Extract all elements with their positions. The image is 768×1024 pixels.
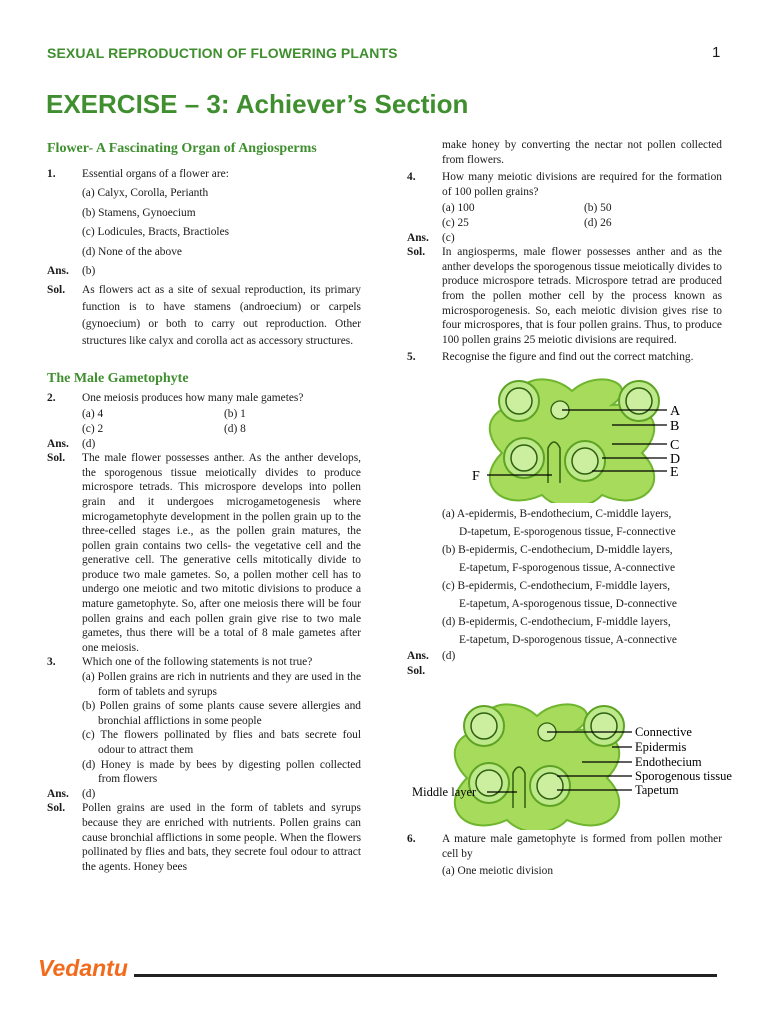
answer [47, 787, 361, 802]
solution-text: The male flower possesses anther. As the anther develops, the sporogenous tissue meiotically divides to produce microspore tetrads. This microspore develops into pollen grain and it undergoes microgametogenesis where microgametophyte development in the pollen grain up to the three-celled stages i.e., as the pollen grain matures, the pollen grain contains two cells- the vegetative cell and the generative cell. The generative cells mitotically divide to produce two male gametes. So, a pollen mother cell has to undergo one meiotic and two mitotic divisions to produce a mature gametophyte. So, after one meiosis there will be four pollen grains and each pollen grain give rise to two male gametes, thus there will be a total of 8 male gametes after one meiosis. [82, 452, 361, 654]
option: (d) Honey is made by bees by digesting pollen collected from flowers [82, 758, 361, 786]
answer [47, 437, 361, 452]
option: (c) 2 [82, 422, 104, 435]
question-6 [407, 832, 722, 879]
solution-label: Sol. [407, 246, 426, 259]
page-number: 1 [712, 44, 721, 61]
option: (a) One meiotic division [442, 865, 554, 878]
label-endothecium: Endothecium [635, 755, 702, 770]
solution-label: Sol. [407, 664, 426, 677]
q5-options [407, 505, 722, 649]
label-c: C [670, 437, 680, 453]
label-a: A [670, 403, 681, 419]
answer [47, 264, 361, 279]
answer-value: (b) [82, 264, 96, 277]
question-number: 3. [47, 656, 56, 669]
option: (b) Stamens, Gynoecium [82, 206, 196, 219]
label-sporogenous: Sporogenous tissue [635, 769, 732, 784]
section-heading: The Male Gametophyte [47, 371, 189, 387]
solution-label: Sol. [47, 284, 66, 297]
solution-label: Sol. [47, 452, 66, 465]
solution-text: Pollen grains are used in the form of tablets and syrups because they are enriched with nutrients. Pollen grains can cause bronchial afflictions in some people. When the flowers pollinated by flies and bats, they secrete foul odour to attract the agents. Honey bees [82, 802, 361, 873]
option: (a) 100 [442, 202, 475, 215]
answer-value: (d) [82, 437, 96, 450]
solution [407, 245, 722, 347]
option: (b) 1 [224, 408, 246, 421]
option: (d) 8 [224, 422, 246, 435]
answer [407, 231, 722, 246]
question-text: One meiosis produces how many male gametes? [82, 391, 304, 404]
solution-continued [407, 138, 722, 167]
solution-text: make honey by converting the nectar not pollen collected from flowers. [442, 139, 722, 166]
answer-label: Ans. [47, 787, 69, 800]
question-number: 6. [407, 833, 416, 846]
solution-label: Sol. [47, 802, 66, 815]
option: (c) B-epidermis, C-endothecium, F-middle layers, [442, 579, 671, 592]
question-text: How many meiotic divisions are required for the formation of 100 pollen grains? [442, 171, 722, 198]
label-e: E [670, 464, 679, 480]
answer-label: Ans. [47, 437, 69, 450]
label-connective: Connective [635, 725, 692, 740]
vedantu-logo: Vedantu [38, 955, 128, 981]
option: (c) Lodicules, Bracts, Bractioles [82, 226, 230, 239]
option-continued: E-tapetum, A-sporogenous tissue, D-connective [459, 597, 677, 610]
solution [47, 801, 361, 874]
question-5 [407, 350, 722, 365]
answer-label: Ans. [47, 264, 69, 277]
option-continued: E-tapetum, D-sporogenous tissue, A-connective [459, 633, 677, 646]
option: (b) 50 [584, 202, 612, 215]
option: (d) B-epidermis, C-endothecium, F-middle layers, [442, 615, 671, 628]
label-f: F [472, 468, 480, 484]
question-text: Essential organs of a flower are: [82, 167, 229, 180]
question-number: 1. [47, 167, 56, 180]
right-column [407, 138, 732, 879]
question-number: 5. [407, 351, 416, 364]
solution-text: In angiosperms, male flower possesses anther and as the anther develops the sporogenous tissue meiotically divides to produce microspore tetrads. Microspore tetrad are produced from the pollen mother cell by the process known as microsporogenesis. So, each meiotic division gives rise to four microspores, that is four pollen grains. Thus, to produce 100 pollen grains 25 meiotic divisions are required. [442, 246, 722, 346]
option: (c) 25 [442, 216, 469, 229]
label-tapetum: Tapetum [635, 783, 679, 798]
option: (a) Calyx, Corolla, Perianth [82, 187, 209, 200]
question-number: 4. [407, 171, 416, 184]
question-text: Which one of the following statements is not true? [82, 656, 313, 669]
section-heading: Flower- A Fascinating Organ of Angiosperms [47, 141, 317, 156]
label-epidermis: Epidermis [635, 740, 687, 755]
option: (d) 26 [584, 216, 612, 229]
footer-rule [134, 974, 717, 977]
option: (a) 4 [82, 408, 104, 421]
question-2 [47, 391, 361, 437]
option: (b) Pollen grains of some plants cause severe allergies and bronchial afflictions in some people [82, 700, 361, 727]
left-column [47, 138, 361, 874]
option: (b) B-epidermis, C-endothecium, D-middle layers, [442, 543, 673, 556]
solution [47, 282, 361, 350]
option: (a) A-epidermis, B-endothecium, C-middle layers, [442, 507, 672, 520]
label-middle-layer: Middle layer [412, 785, 477, 800]
answer-label: Ans. [407, 231, 429, 244]
question-3 [47, 655, 361, 786]
label-d: D [670, 451, 681, 467]
question-text: A mature male gametophyte is formed from pollen mother cell by [442, 833, 722, 860]
running-header: SEXUAL REPRODUCTION OF FLOWERING PLANTS [47, 45, 398, 61]
exercise-title: EXERCISE – 3: Achiever’s Section [46, 89, 469, 119]
option-continued: D-tapetum, E-sporogenous tissue, F-connective [459, 525, 676, 538]
answer [407, 649, 722, 664]
anther-cross-section [455, 705, 624, 831]
anther-figure-labelled [452, 368, 752, 503]
label-b: B [670, 418, 680, 434]
option-continued: E-tapetum, F-sporogenous tissue, A-connective [459, 561, 676, 574]
option: (c) The flowers pollinated by flies and bats secrete foul odour to attract them [82, 729, 361, 756]
solution [47, 451, 361, 655]
solution-text: As flowers act as a site of sexual reproduction, its primary function is to have stamens (androecium) or carpels (gynoecium) or both to carry out reproduction. Other structures like calyx and corolla act as accessory structures. [82, 284, 361, 348]
anther-cross-section [490, 379, 659, 503]
solution [407, 664, 722, 679]
answer-value: (d) [82, 787, 96, 800]
option: (d) None of the above [82, 245, 182, 258]
question-1 [47, 167, 361, 260]
option: (a) Pollen grains are rich in nutrients and they are used in the form of tablets and syrups [82, 671, 361, 698]
question-number: 2. [47, 391, 56, 404]
answer-value: (d) [442, 649, 456, 662]
question-4 [407, 170, 722, 230]
answer-value: (c) [442, 231, 455, 244]
question-text: Recognise the figure and find out the correct matching. [442, 351, 694, 364]
answer-label: Ans. [407, 649, 429, 662]
anther-figure-named [407, 690, 737, 830]
